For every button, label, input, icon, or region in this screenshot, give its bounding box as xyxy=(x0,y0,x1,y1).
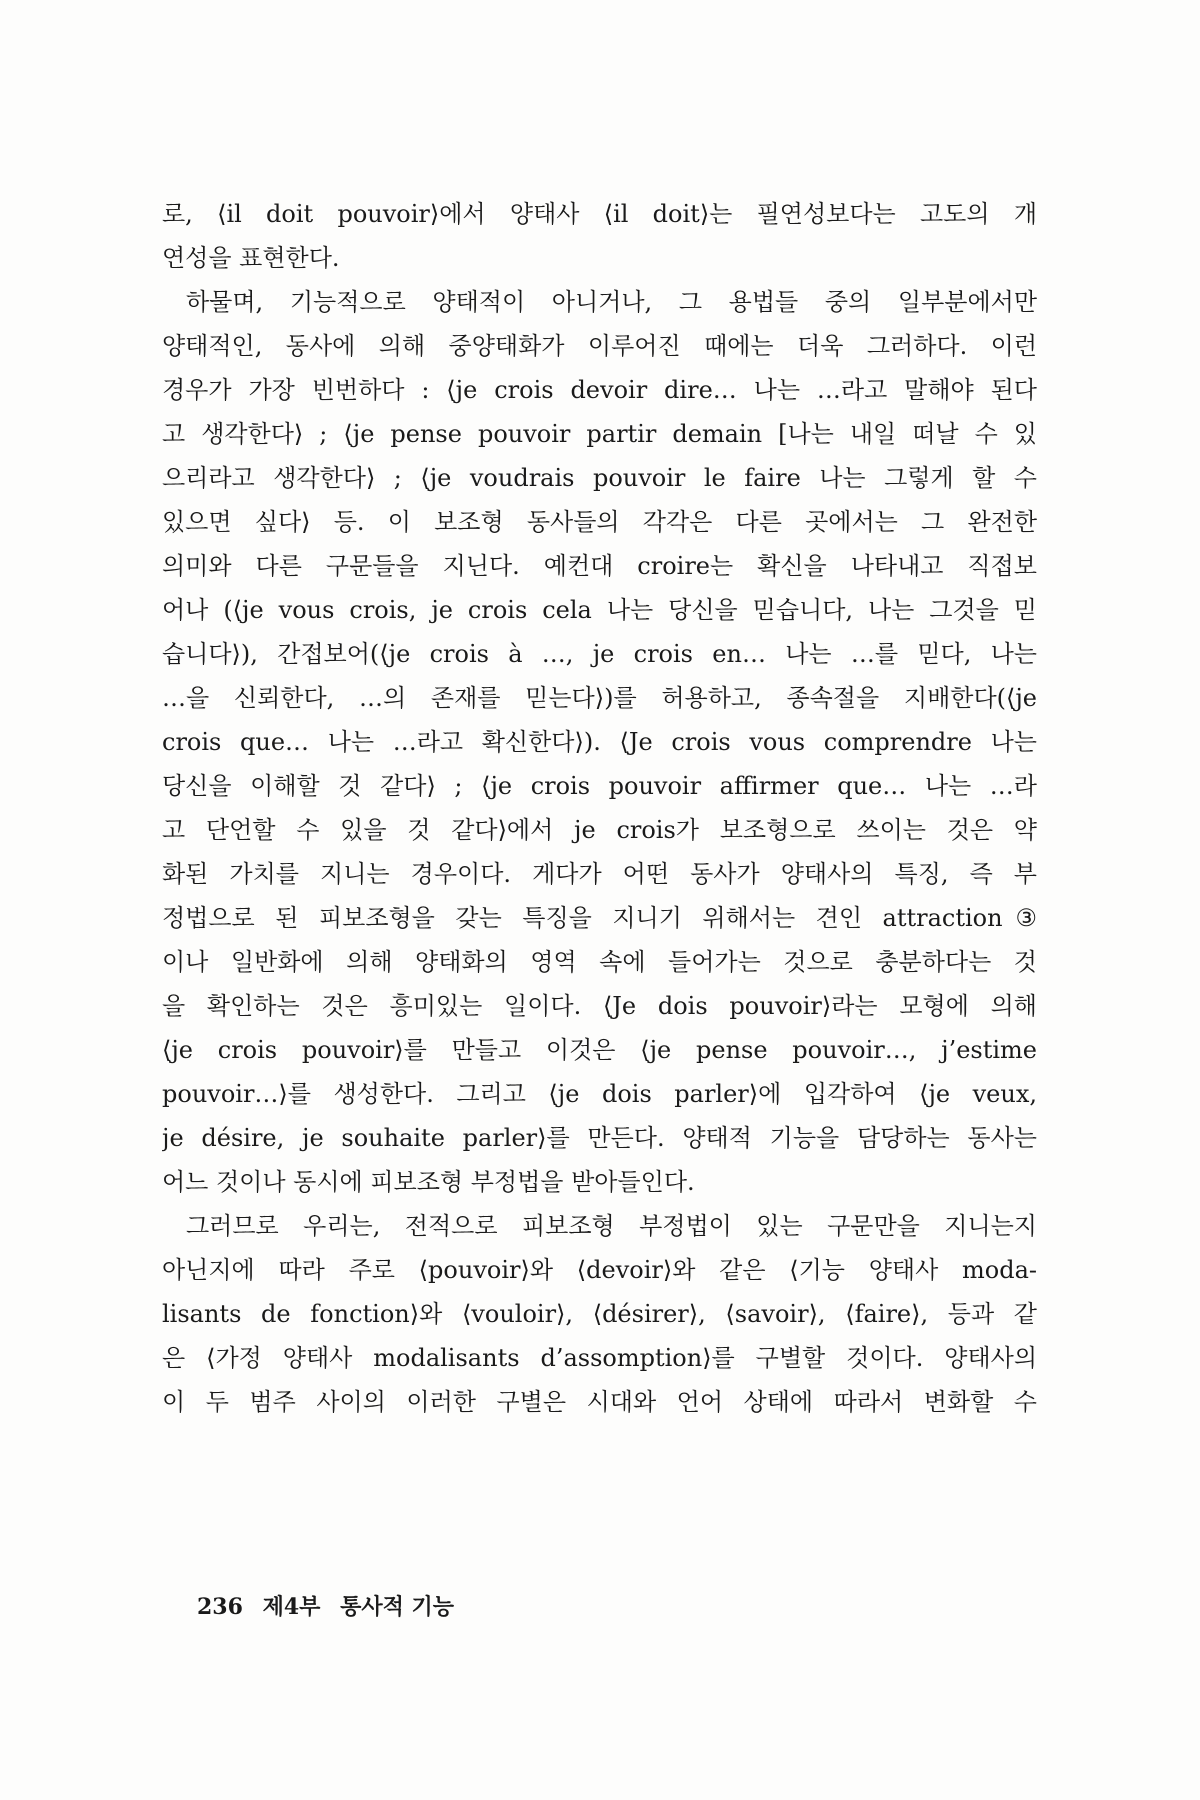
page-number: 236 xyxy=(197,1594,243,1620)
text-line: 양태적인, 동사에 의해 중양태화가 이루어진 때에는 더욱 그러하다. 이런 xyxy=(162,332,1037,360)
text-line: 이나 일반화에 의해 양태화의 영역 속에 들어가는 것으로 충분하다는 것 xyxy=(162,948,1037,976)
page-footer xyxy=(197,1590,454,1621)
text-line: 로, ⟨il doit pouvoir⟩에서 양태사 ⟨il doit⟩는 필연성보다는 고도의 개 xyxy=(162,200,1037,228)
text-line: 정법으로 된 피보조형을 갖는 특징을 지니기 위해서는 견인 attraction③ xyxy=(162,904,1037,932)
part-label: 제4부 xyxy=(262,1594,321,1620)
text-line: 어느 것이나 동시에 피보조형 부정법을 받아들인다. xyxy=(162,1168,695,1196)
text-line: …을 신뢰한다, …의 존재를 믿는다⟩)를 허용하고, 종속절을 지배한다(⟨je xyxy=(162,684,1037,712)
text-line: ⟨je crois pouvoir⟩를 만들고 이것은 ⟨je pense pouvoir…, j’estime xyxy=(162,1036,1037,1064)
text-line: 연성을 표현한다. xyxy=(162,244,340,272)
text-line: 화된 가치를 지니는 경우이다. 게다가 어떤 동사가 양태사의 특징, 즉 부 xyxy=(162,860,1037,888)
text-line: 있으면 싶다⟩ 등. 이 보조형 동사들의 각각은 다른 곳에서는 그 완전한 xyxy=(162,508,1037,536)
text-line: 경우가 가장 빈번하다 : ⟨je crois devoir dire… 나는 …라고 말해야 된다 xyxy=(162,376,1037,404)
text-line: 이 두 범주 사이의 이러한 구별은 시대와 언어 상태에 따라서 변화할 수 xyxy=(162,1388,1037,1416)
text-line: lisants de fonction⟩와 ⟨vouloir⟩, ⟨désirer⟩, ⟨savoir⟩, ⟨faire⟩, 등과 같 xyxy=(162,1300,1037,1328)
text-line: crois que… 나는 …라고 확신한다⟩). ⟨Je crois vous comprendre 나는 xyxy=(162,728,1037,756)
text-line: 고 생각한다⟩ ; ⟨je pense pouvoir partir demain [나는 내일 떠날 수 있 xyxy=(162,420,1037,448)
text-line: 습니다⟩), 간접보어(⟨je crois à …, je crois en… 나는 …를 믿다, 나는 xyxy=(162,640,1037,668)
text-line: 은 ⟨가정 양태사 modalisants d’assomption⟩를 구별할 것이다. 양태사의 xyxy=(162,1344,1037,1372)
section-title: 통사적 기능 xyxy=(340,1594,455,1620)
text-line: 으리라고 생각한다⟩ ; ⟨je voudrais pouvoir le faire 나는 그렇게 할 수 xyxy=(162,464,1037,492)
text-line: 아닌지에 따라 주로 ⟨pouvoir⟩와 ⟨devoir⟩와 같은 ⟨기능 양태사 moda- xyxy=(162,1256,1037,1284)
text-line: je désire, je souhaite parler⟩를 만든다. 양태적 기능을 담당하는 동사는 xyxy=(162,1124,1037,1152)
text-line: 의미와 다른 구문들을 지닌다. 예컨대 croire는 확신을 나타내고 직접보 xyxy=(162,552,1037,580)
text-line: 고 단언할 수 있을 것 같다⟩에서 je crois가 보조형으로 쓰이는 것은 약 xyxy=(162,816,1037,844)
text-line: 어나 (⟨je vous crois, je crois cela 나는 당신을 믿습니다, 나는 그것을 믿 xyxy=(162,596,1037,624)
text-line: 을 확인하는 것은 흥미있는 일이다. ⟨Je dois pouvoir⟩라는 모형에 의해 xyxy=(162,992,1037,1020)
text-line: 그러므로 우리는, 전적으로 피보조형 부정법이 있는 구문만을 지니는지 xyxy=(186,1212,1037,1240)
text-line: 하물며, 기능적으로 양태적이 아니거나, 그 용법들 중의 일부분에서만 xyxy=(186,288,1037,316)
text-line: 당신을 이해할 것 같다⟩ ; ⟨je crois pouvoir affirmer que… 나는 …라 xyxy=(162,772,1037,800)
body-text xyxy=(162,192,1037,1424)
text-line: pouvoir…⟩를 생성한다. 그리고 ⟨je dois parler⟩에 입각하여 ⟨je veux, xyxy=(162,1080,1037,1108)
